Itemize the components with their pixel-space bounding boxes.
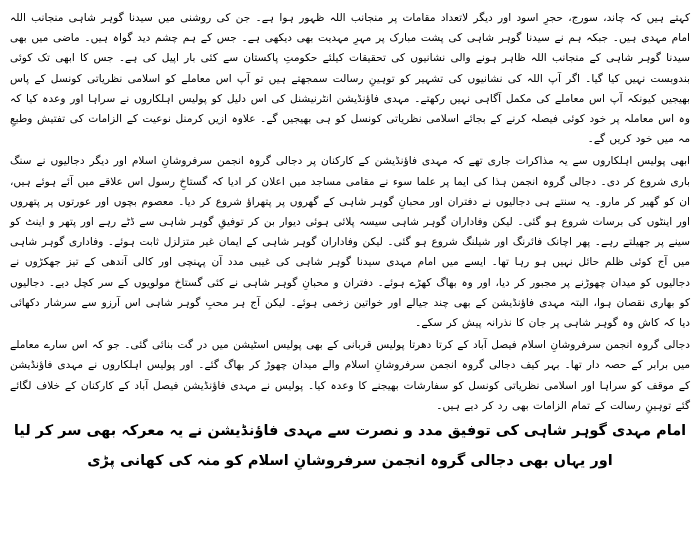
article-paragraph-1: کہتے ہیں کہ چاند، سورج، حجرِ اسود اور دیگر لاتعداد مقامات پر منجانب اللہ ظہور ہوا ہے۔ جن کی روشنی میں سیدنا گوہر شاہی منجانب اللہ امام مہدی ہیں۔ جبکہ ہم نے سیدنا گوہر شاہی کی پشت مبارک پر مہرِ مہدیت بھی دیکھی ہے۔ جس کے ہم چشم دید گواہ ہیں۔ ماضی میں بھی سیدنا گوہر شاہی کے منجانب اللہ ظاہر ہونے والی نشانیوں کی تحقیقات کیلئے حکومتِ پاکستان سے کئی بار اپیل کی ہے۔ جس کا ابھی تک کوئی بندوبست نہیں کیا گیا۔ اگر آپ اللہ کی نشانیوں کی تشہیر کو توہینِ رسالت سمجھتے ہیں تو آپ اس معاملے کو اسلامی نظریاتی کونسل کے پاس بھیجیں کیونکہ آپ اس معاملے کی مکمل آگاہی نہیں رکھتے۔ مہدی فاؤنڈیشن انٹرنیشنل کی اس دلیل کو پولیس اہلکاروں نے سراہا اور وعدہ کیا کہ وہ اس معاملہ پر خود کوئی فیصلہ کرنے کے بجائے اسلامی نظریاتی کونسل کو ہی بھیجیں گے۔ علاوہ ازیں کرمنل نوعیت کے الزامات کی تفتیش وطبعِ مہ میں خود کریں گے۔ — [10, 12, 690, 146]
closing-headline-2: اور یہاں بھی دجالی گروہ انجمن سرفروشانِ اسلام کو منہ کی کھانی پڑی — [87, 453, 613, 470]
closing-headline-1: امام مہدی گوہر شاہی کی توفیق مدد و نصرت سے مہدی فاؤنڈیشن نے یہ معرکہ بھی سر کر لیا — [13, 423, 687, 440]
article-paragraph-2: ابھی پولیس اہلکاروں سے یہ مذاکرات جاری تھے کہ مہدی فاؤنڈیشن کے کارکنان پر دجالی گروہ انجمن سرفروشانِ اسلام اور دیگر دجالیوں نے سنگ باری شروع کر دی۔ دجالی گروہ انجمن ہذا کی ایما پر علما سوء نے مقامی مساجد میں اعلان کر ادیا کہ گستاخِ رسول اس علاقے میں آئے ہوئے ہیں، ان کو گھیر کر مارو۔ یہ سنتے ہی دجالیوں نے دفتران اور محبانِ گوہر شاہی کے گھروں پر پتھراؤ شروع کر دیا۔ معصوم بچوں اور عورتوں پر پتھروں اور اینٹوں کی برسات شروع ہو گئی۔ لیکن وفاداران گوہر شاہی سیسہ پلائی ہوئی دیوار بن کر توفیقِ گوہر شاہی سے ڈٹے رہے اور پتھر و اینٹ کو سینے پر جھیلتے رہے۔ پھر اچانک فائرنگ اور شیلنگ شروع ہو گئی۔ لیکن وفاداران گوہر شاہی کے ایمان غیر متزلزل ثابت ہوئے۔ وفاداری گوہر شاہی میں آج کوئی ظلم حائل نہیں ہو رہا تھا۔ ایسے میں امام مہدی سیدنا گوہر شاہی کی غیبی مدد آن پہنچی اور کالی آندھی کے تیز جھکڑوں نے دجالیوں کو میدان چھوڑنے پر مجبور کر دیا، اور وہ بھاگ کھڑے ہوئے۔ دفتران و محبانِ گوہر شاہی نے کئی گستاخ مولویوں کے سر کچل دیے۔ دجالیوں کو بھاری نقصان ہوا، البتہ مہدی فاؤنڈیشن کے بھی چند جیالے اور خواتین زخمی ہوئے۔ لیکن آج ہر محبِ گوہر شاہی اس آرزو سے سرشار دکھائی دیا کہ کاش وہ گوہر شاہی پر جان کا نذرانہ پیش کر سکے۔ — [10, 155, 690, 330]
article-paragraph-3: دجالی گروہ انجمن سرفروشانِ اسلام فیصل آباد کے کرتا دھرتا پولیس قربانی کے بھی پولیس اسٹیشن میں در گت بنائی گئی۔ جو کہ اس سارے معاملے میں برابر کے حصہ دار تھا۔ بہر کیف دجالی گروہ انجمن سرفروشانِ اسلام والے میدان چھوڑ کر بھاگ گئے۔ اور پولیس اہلکاروں نے مہدی فاؤنڈیشن کے موقف کو سراہا اور اسلامی نظریاتی کونسل کو سفارشات بھیجنے کا وعدہ کیا۔ پولیس نے مہدی فاؤنڈیشن فیصل آباد کے کارکنان کے خلاف لگائے گئے توہینِ رسالت کے تمام الزامات بھی رد کر دیے ہیں۔ — [10, 339, 690, 412]
